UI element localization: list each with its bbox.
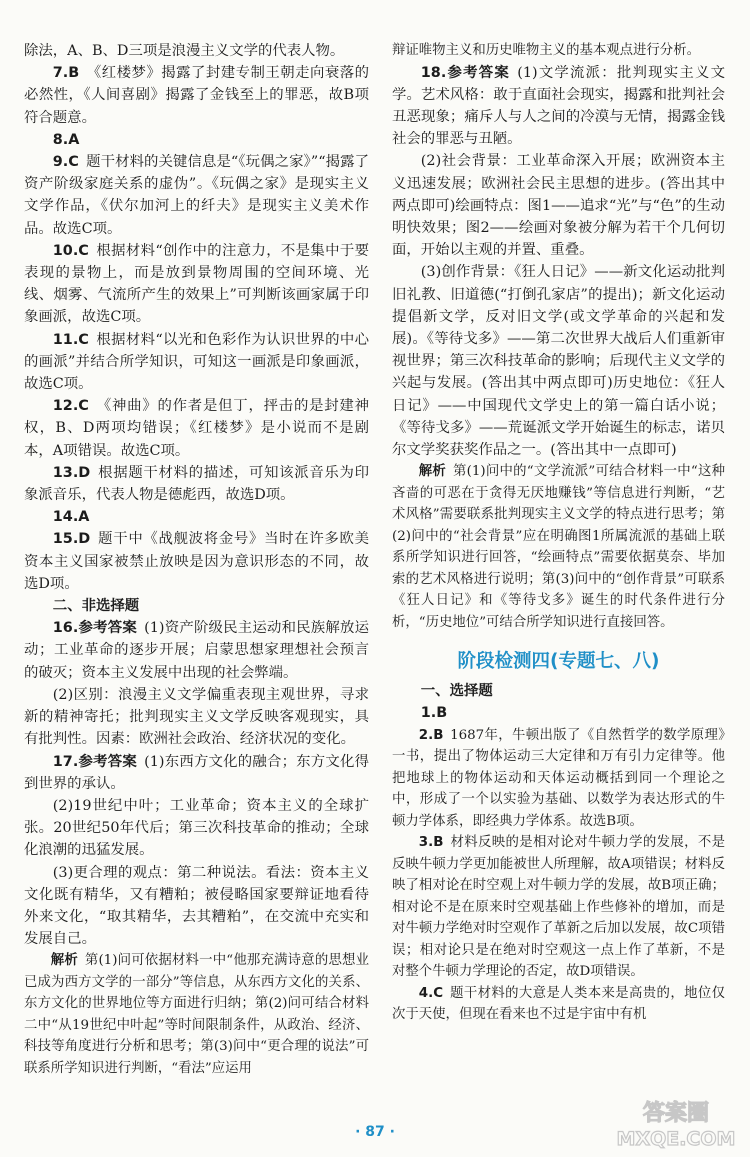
answer-item bbox=[24, 62, 369, 129]
question-number: 18. bbox=[420, 64, 447, 81]
answer-item bbox=[392, 832, 725, 983]
question-number: 12.C bbox=[52, 398, 89, 415]
answer-label: 解析 bbox=[50, 953, 78, 969]
right-column bbox=[392, 40, 725, 1026]
question-number: 10.C bbox=[52, 242, 89, 259]
answer-item bbox=[24, 617, 369, 684]
question-number: 9.C bbox=[52, 154, 79, 171]
question-number: 7.B bbox=[52, 65, 80, 82]
answer-text: 第(1)问可依据材料一中“他那充满诗意的思想业已成为西方文学的一部分”等信息，从东西方文化的关系、东方文化的世界地位等方面进行归纳；第(2)问可结合材料二中“从19世纪中叶起”等时间限制条件，从政治、经济、科技等角度进行分析和思考；第(3)问中“更合理的说法”可联系所学知识进行判断，“看法”应运用 bbox=[24, 953, 370, 1076]
question-number: 2.B bbox=[418, 727, 444, 743]
answer-item bbox=[24, 129, 369, 151]
answer-item bbox=[392, 725, 725, 833]
answer-text: (2)19世纪中叶；工业革命；资本主义的全球扩张。20世纪50年代后；第三次科技革命的推动；全球化浪潮的迅猛发展。 bbox=[24, 797, 369, 859]
answer-paragraph bbox=[392, 150, 725, 261]
watermark-text: 答案圈 bbox=[642, 1101, 710, 1126]
answer-item bbox=[24, 240, 369, 329]
section-heading-text: 一、选择题 bbox=[420, 683, 493, 700]
question-number: 13.D bbox=[52, 464, 91, 481]
section-heading-text: 二、非选择题 bbox=[52, 598, 140, 615]
answer-item bbox=[24, 329, 369, 396]
answer-label: 参考答案 bbox=[78, 620, 137, 637]
answer-text: (1)东西方文化的融合；东方文化得到世界的承认。 bbox=[24, 753, 369, 792]
answer-text: (1)文学流派：批判现实主义文学。艺术风格：敢于直面社会现实，揭露和批判社会丑恶现象；痛斥人与人之间的冷漠与无情，揭露金钱社会的罪恶与丑陋。 bbox=[392, 64, 725, 148]
watermark-logo bbox=[608, 1098, 744, 1150]
answer-paragraph bbox=[24, 795, 369, 862]
answer-text: (2)社会背景：工业革命深入开展；欧洲资本主义迅速发展；欧洲社会民主思想的进步。(答出其中两点即可)绘画特点：图1——追求“光”与“色”的生动明快效果；图2——绘画对象被分解为若干个几何切面，开始以主观的并置、重叠。 bbox=[392, 153, 725, 259]
answer-item bbox=[392, 983, 725, 1026]
answer-label: 参考答案 bbox=[78, 753, 137, 770]
page-number: · 87 · bbox=[355, 1124, 395, 1140]
answer-paragraph bbox=[24, 40, 369, 62]
answer-text: (3)创作背景：《狂人日记》——新文化运动批判旧礼教、旧道德(“打倒孔家店”的提出)；新文化运动提倡新文学，反对旧文学(或文学革命的兴起和发展)。《等待戈多》——第二次世界大战后人们重新审视世界；第三次科技革命的影响；后现代主义文学的兴起与发展。(答出其中两点即可)历史地位：《狂人日记》——中国现代文学史上的第一篇白话小说；《等待戈多》——荒诞派文学开始诞生的标志，诺贝尔文学奖获奖作品之一。(答出其中一点即可) bbox=[392, 264, 725, 458]
answer-item bbox=[24, 462, 369, 506]
answer-item bbox=[392, 62, 725, 151]
question-number: 3.B bbox=[418, 835, 444, 851]
answer-text: 材料反映的是相对论对牛顿力学的发展，不是反映牛顿力学更加能被世人所理解，故A项错误；材料反映了相对论在时空观上对牛顿力学的发展，故B项正确；相对论不是在原来时空观基础上作些修补的增加，而是对牛顿力学绝对时空观作了革新之后加以发展，故C项错误；相对论只是在绝对时空观这一点上作了革新，不是对整个牛顿力学理论的否定，故D项错误。 bbox=[392, 835, 725, 980]
answer-text: 第(1)问中的“文学流派”可结合材料一中“这种吝啬的可恶在于贪得无厌地赚钱”等信息进行判断，“艺术风格”需要联系批判现实主义文学的特点进行思考；第(2)问中的“社会背景”应在明确图1所属流派的基础上联系所学知识进行回答，“绘画特点”需要依据莫奈、毕加索的艺术风格进行说明；第(3)问中的“创作背景”可联系《狂人日记》和《等待戈多》诞生的时代条件进行分析，“历史地位”可结合所学知识进行直接回答。 bbox=[392, 464, 725, 630]
answer-item bbox=[24, 751, 369, 795]
answer-text: 根据材料“创作中的注意力，不是集中于要表现的景物上，而是放到景物周围的空间环境、光线、烟雾、气流所产生的效果上”可判断该画家属于印象画派，故选C项。 bbox=[24, 242, 369, 326]
answer-label: 参考答案 bbox=[446, 64, 510, 81]
section-heading bbox=[392, 680, 725, 702]
answer-text: 《神曲》的作者是但丁，抨击的是封建神权，B、D两项均错误；《红楼梦》是小说而不是剧本，A项错误。故选C项。 bbox=[24, 398, 369, 459]
answer-text: 题干材料的关键信息是“《玩偶之家》”“揭露了资产阶级家庭关系的虚伪”。《玩偶之家》是现实主义文学作品，《伏尔加河上的纤夫》是现实主义美术作品。故选C项。 bbox=[24, 154, 369, 237]
question-number: 16. bbox=[52, 620, 79, 637]
answer-item bbox=[24, 395, 369, 462]
answer-item bbox=[24, 506, 369, 528]
answer-text: 《红楼梦》揭露了封建专制王朝走向衰落的必然性，《人间喜剧》揭露了金钱至上的罪恶，故B项符合题意。 bbox=[24, 65, 369, 126]
section-heading bbox=[24, 595, 369, 617]
watermark-url: MXQE.COM bbox=[616, 1128, 736, 1150]
answer-text: 题干材料的大意是人类本来是高贵的，地位仅次于天使，但现在看来也不过是宇宙中有机 bbox=[392, 985, 725, 1023]
answer-text: 根据材料“以光和色彩作为认识世界的中心的画派”并结合所学知识，可知这一画派是印象画派，故选C项。 bbox=[24, 331, 369, 393]
answer-text: (1)资产阶级民主运动和民族解放运动；工业革命的逐步开展；启蒙思想家理想社会预言的破灭；资本主义发展中出现的社会弊端。 bbox=[24, 620, 369, 681]
answer-text: (2)区别：浪漫主义文学偏重表现主观世界，寻求新的精神寄托；批判现实主义文学反映客观现实，具有批判性。因素：欧洲社会政治、经济状况的变化。 bbox=[24, 686, 369, 748]
question-number: 17. bbox=[52, 753, 79, 770]
answer-text: 题干中《战舰波将金号》当时在许多欧美资本主义国家被禁止放映是因为意识形态的不同，故选D项。 bbox=[24, 531, 369, 592]
answer-paragraph bbox=[24, 684, 369, 751]
answer-paragraph bbox=[24, 950, 369, 1079]
question-number: 15.D bbox=[52, 531, 91, 548]
answer-text: 1687年，牛顿出版了《自然哲学的数学原理》一书，提出了物体运动三大定律和万有引力定律等。他把地球上的物体运动和天体运动概括到同一个理论之中，形成了一个以实验为基础、以数学为表达形式的牛顿力学体系，即经典力学体系。故选B项。 bbox=[392, 727, 725, 829]
answer-paragraph bbox=[392, 261, 725, 461]
question-number: 1.B bbox=[420, 705, 448, 722]
answer-item bbox=[24, 528, 369, 595]
answer-text: 辩证唯物主义和历史唯物主义的基本观点进行分析。 bbox=[392, 43, 700, 58]
question-number: 14.A bbox=[52, 509, 90, 526]
answer-item bbox=[392, 702, 725, 724]
question-number: 4.C bbox=[418, 985, 444, 1001]
answer-paragraph bbox=[392, 40, 725, 62]
question-number: 8.A bbox=[52, 131, 80, 148]
answer-text: (3)更合理的观点：第二种说法。看法：资本主义文化既有精华，又有糟粕；被侵略国家要辩证地看待外来文化，“取其精华，去其糟粕”，在交流中充实和发展自己。 bbox=[24, 864, 369, 948]
answer-label: 解析 bbox=[418, 464, 447, 480]
answer-text: 除法，A、B、D三项是浪漫主义文学的代表人物。 bbox=[24, 43, 345, 59]
left-column bbox=[24, 40, 369, 1079]
section-title: 阶段检测四(专题七、八) bbox=[457, 651, 660, 673]
answer-text: 根据题干材料的描述，可知该派音乐为印象派音乐，代表人物是德彪西，故选D项。 bbox=[24, 464, 369, 504]
answer-paragraph bbox=[392, 461, 725, 633]
question-number: 11.C bbox=[52, 331, 89, 348]
answer-paragraph bbox=[24, 862, 369, 951]
answer-item bbox=[24, 151, 369, 240]
